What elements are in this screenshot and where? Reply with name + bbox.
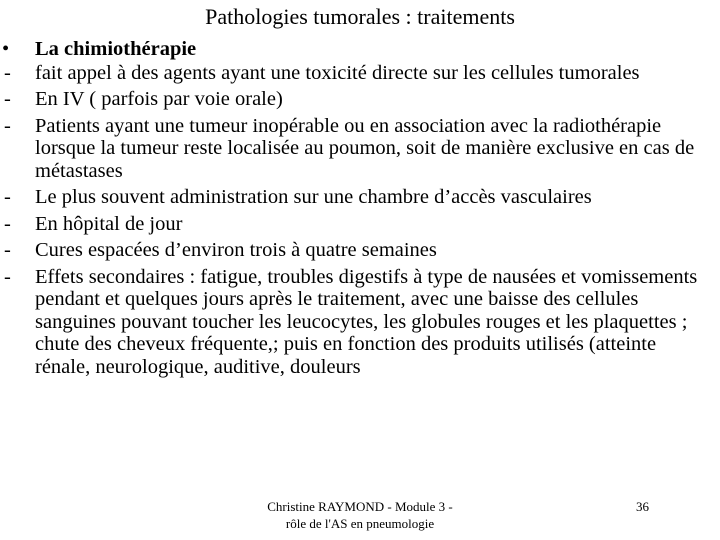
list-item: [0, 239, 710, 262]
list-item-text: Cures espacées d’environ trois à quatre semaines: [35, 239, 437, 261]
footer-line: rôle de l'AS en pneumologie: [285, 516, 435, 531]
heading-text: La chimiothérapie: [35, 38, 197, 60]
list-item: [0, 186, 710, 209]
page-number: 36: [636, 499, 649, 514]
list-item-text: Le plus souvent administration sur une chambre d’accès vasculaires: [35, 186, 592, 208]
dash-marker: -: [4, 114, 11, 137]
dash-marker: -: [4, 88, 11, 110]
bullet-marker: •: [2, 38, 10, 60]
list-item-text: Effets secondaires : fatigue, troubles digestifs à type de nausées et vomissements pendant et quelques jours après le traitement, avec une baisse des cellules sanguines pouvant toucher les leucocytes, les globules rouges et les plaquettes ; chute des cheveux fréquente,; puis en fonction des produits utilisés (atteinte rénale, neurologique, auditive, douleurs: [35, 265, 698, 378]
dash-marker: -: [4, 61, 11, 84]
list-item-text: Patients ayant une tumeur inopérable ou en association avec la radiothérapie lorsque la tumeur reste localisée au poumon, soit de manière exclusive en cas de métastases: [35, 114, 695, 182]
list-item: [0, 266, 710, 379]
dash-marker: -: [4, 239, 11, 261]
list-item: [0, 88, 710, 111]
slide-title: Pathologies tumorales : traitements: [205, 4, 515, 29]
list-item-text: En hôpital de jour: [35, 212, 183, 235]
dash-marker: -: [4, 265, 11, 288]
bullet-list: [0, 38, 710, 386]
footer-line: Christine RAYMOND - Module 3 -: [267, 499, 453, 514]
list-item: [0, 62, 710, 85]
list-heading: [0, 38, 710, 61]
dash-marker: -: [4, 212, 11, 235]
slide-footer: [245, 498, 475, 532]
dash-marker: -: [4, 186, 11, 208]
list-item: [0, 115, 710, 183]
list-item: [0, 213, 710, 236]
list-item-text: fait appel à des agents ayant une toxicité directe sur les cellules tumorales: [35, 61, 640, 84]
list-item-text: En IV ( parfois par voie orale): [35, 88, 283, 110]
